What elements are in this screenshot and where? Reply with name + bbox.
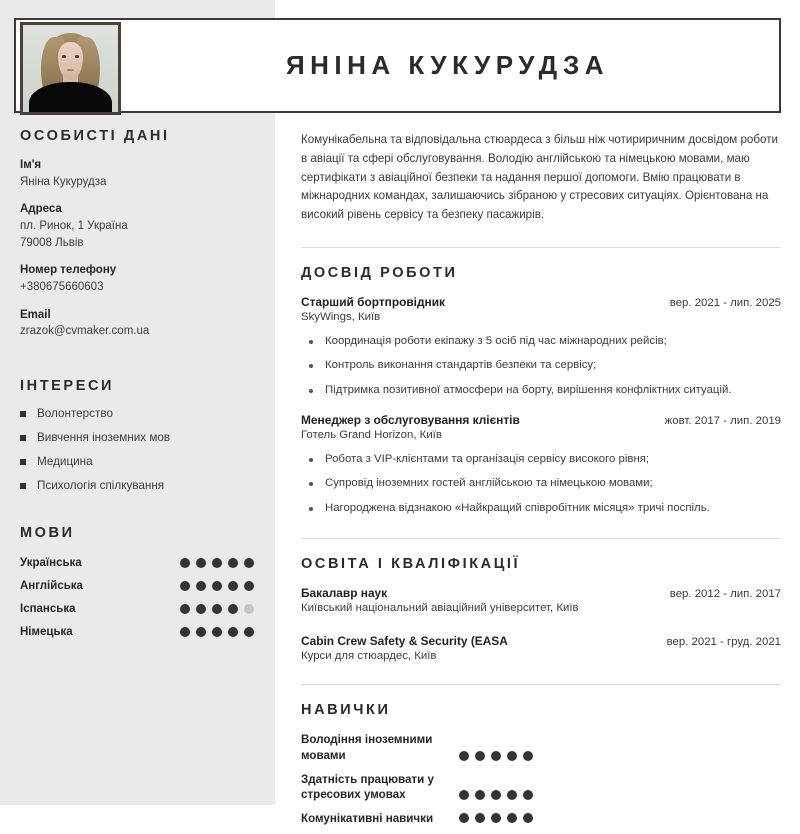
skill-label: Здатність працювати у стресових умовах	[301, 772, 434, 802]
list-item	[301, 476, 781, 491]
main-content	[301, 131, 781, 834]
rating-dot-filled	[228, 581, 238, 591]
personal-detail-email	[20, 307, 260, 340]
job-title: Старший бортпровідник	[301, 294, 445, 309]
list-item	[301, 452, 781, 467]
language-rating-dots	[180, 627, 260, 637]
section-divider	[301, 538, 781, 539]
rating-dot-filled	[459, 790, 469, 800]
job-employer: SkyWings, Київ	[301, 310, 381, 323]
job-bullets	[301, 334, 781, 398]
eye-right-shape	[75, 55, 79, 58]
rating-dot-filled	[475, 813, 485, 823]
job-date: жовт. 2017 - лип. 2019	[664, 415, 781, 428]
interest-label: Медицина	[37, 455, 93, 469]
language-label: Іспанська	[20, 602, 76, 615]
rating-dot-filled	[228, 627, 238, 637]
job-title: Менеджер з обслуговування клієнтів	[301, 413, 520, 428]
list-item	[20, 407, 260, 421]
rating-dot-filled	[491, 813, 501, 823]
bullet-text: Нагороджена відзнакою «Найкращий співробітник місяця» тричі поспіль.	[325, 501, 710, 514]
language-label: Англійська	[20, 579, 83, 592]
page-title: ЯНІНА КУКУРУДЗА	[285, 50, 610, 80]
language-rating-dots	[180, 604, 260, 614]
rating-dot-filled	[244, 627, 254, 637]
rating-dot-filled	[228, 558, 238, 568]
languages-list	[20, 554, 260, 640]
language-row	[20, 623, 260, 640]
bullet-text: Координація роботи екіпажу з 5 осіб під час міжнародних рейсів;	[325, 334, 667, 347]
sidebar	[20, 128, 260, 646]
square-bullet-icon	[20, 459, 26, 465]
entry-header	[301, 586, 781, 600]
skill-row	[301, 732, 781, 763]
bullet-text: Супровід іноземних гостей англійською та німецькою мовами;	[325, 477, 653, 490]
job-bullets	[301, 452, 781, 516]
section-heading-languages: МОВИ	[20, 525, 75, 542]
rating-dot-filled	[196, 604, 206, 614]
rating-dot-filled	[212, 558, 222, 568]
skill-label: Комунікативні навички	[301, 811, 434, 825]
section-heading-skills: НАВИЧКИ	[301, 702, 391, 719]
square-bullet-icon	[20, 435, 26, 441]
spacer	[20, 503, 260, 525]
rating-dot-filled	[180, 627, 190, 637]
rating-dot-filled	[475, 790, 485, 800]
field-value-line1: пл. Ринок, 1 Україна	[20, 220, 128, 233]
rating-dot-filled	[491, 751, 501, 761]
header-name-box	[14, 18, 781, 113]
skill-row	[301, 772, 781, 803]
section-divider	[301, 247, 781, 248]
institution: Київський національний авіаційний університет, Київ	[301, 602, 579, 615]
experience-entry	[301, 295, 781, 398]
language-row	[20, 554, 260, 571]
interest-label: Психологія спілкування	[37, 479, 165, 493]
rating-dot-filled	[180, 604, 190, 614]
degree-date: вер. 2021 - груд. 2021	[666, 636, 781, 649]
interest-label: Вивчення іноземних мов	[37, 431, 171, 445]
personal-detail-address	[20, 201, 260, 251]
rating-dot-empty	[244, 604, 254, 614]
language-row	[20, 577, 260, 594]
rating-dot-filled	[459, 751, 469, 761]
section-heading-personal-details: ОСОБИСТІ ДАНІ	[20, 128, 170, 144]
rating-dot-filled	[244, 581, 254, 591]
rating-dot-filled	[196, 627, 206, 637]
field-label: Email	[20, 308, 51, 321]
rating-dot-filled	[180, 558, 190, 568]
round-bullet-icon	[309, 458, 313, 462]
square-bullet-icon	[20, 483, 26, 489]
experience-entry	[301, 413, 781, 516]
job-employer: Готель Grand Horizon, Київ	[301, 429, 442, 442]
section-heading-experience: ДОСВІД РОБОТИ	[301, 264, 458, 281]
rating-dot-filled	[212, 581, 222, 591]
section-heading-interests: ІНТЕРЕСИ	[20, 378, 115, 395]
skill-rating-dots	[459, 790, 539, 803]
skill-rating-dots	[459, 751, 539, 764]
rating-dot-filled	[507, 751, 517, 761]
job-date: вер. 2021 - лип. 2025	[669, 296, 781, 309]
rating-dot-filled	[212, 604, 222, 614]
rating-dot-filled	[491, 790, 501, 800]
entry-header	[301, 295, 781, 309]
rating-dot-filled	[475, 751, 485, 761]
field-value-line2: 79008 Львів	[20, 236, 84, 249]
language-row	[20, 600, 260, 617]
rating-dot-filled	[507, 790, 517, 800]
round-bullet-icon	[309, 389, 313, 393]
list-item	[301, 383, 781, 398]
entry-header	[301, 634, 781, 648]
rating-dot-filled	[459, 813, 469, 823]
round-bullet-icon	[309, 507, 313, 511]
rating-dot-filled	[180, 581, 190, 591]
rating-dot-filled	[228, 604, 238, 614]
institution: Курси для стюардес, Київ	[301, 650, 437, 663]
degree-date: вер. 2012 - лип. 2017	[669, 588, 781, 601]
language-label: Німецька	[20, 625, 73, 638]
interests-list	[20, 407, 260, 493]
field-value: zrazok@cvmaker.com.ua	[20, 325, 150, 338]
skill-row	[301, 811, 781, 827]
language-rating-dots	[180, 558, 260, 568]
avatar	[20, 22, 121, 115]
interest-label: Волонтерство	[37, 407, 113, 421]
bullet-text: Робота з VIP-клієнтами та організація сервісу високого рівня;	[325, 453, 650, 466]
rating-dot-filled	[196, 558, 206, 568]
list-item	[20, 431, 260, 445]
list-item	[301, 358, 781, 373]
rating-dot-filled	[244, 558, 254, 568]
field-label: Ім'я	[20, 159, 42, 171]
round-bullet-icon	[309, 340, 313, 344]
rating-dot-filled	[507, 813, 517, 823]
education-entry	[301, 634, 781, 662]
skill-rating-dots	[459, 813, 539, 826]
shoulders-shape	[29, 82, 113, 112]
list-item	[301, 334, 781, 349]
degree-title: Cabin Crew Safety & Security (EASA	[301, 634, 508, 649]
personal-detail-name	[20, 157, 260, 190]
field-value: Яніна Кукурудза	[20, 175, 107, 188]
language-label: Українська	[20, 556, 82, 569]
round-bullet-icon	[309, 482, 313, 486]
personal-detail-phone	[20, 262, 260, 295]
field-label: Адреса	[20, 203, 62, 216]
rating-dot-filled	[196, 581, 206, 591]
section-divider	[301, 684, 781, 685]
list-item	[20, 455, 260, 469]
entry-header	[301, 413, 781, 427]
bullet-text: Підтримка позитивної атмосфери на борту, вирішення конфліктних ситуацій.	[325, 383, 732, 396]
section-heading-education: ОСВІТА І КВАЛІФІКАЦІЇ	[301, 556, 521, 573]
field-value: +380675660603	[20, 281, 104, 294]
education-entry	[301, 586, 781, 614]
rating-dot-filled	[523, 751, 533, 761]
round-bullet-icon	[309, 364, 313, 368]
avatar-portrait-illustration	[23, 25, 118, 112]
bullet-text: Контроль виконання стандартів безпеки та сервісу;	[325, 359, 597, 372]
degree-title: Бакалавр наук	[301, 586, 388, 601]
rating-dot-filled	[523, 790, 533, 800]
field-label: Номер телефону	[20, 264, 117, 277]
spacer	[20, 351, 260, 378]
rating-dot-filled	[523, 813, 533, 823]
list-item	[20, 479, 260, 493]
profile-summary: Комунікабельна та відповідальна стюардеса з більш ніж чотириричним досвідом роботи в авіації та сфері обслуговування. Володію англійською та німецькою мовами, маю сертифікати з авіаційної безпеки та надання першої допомоги. Вмію працювати в міжнародних командах, залишаючись зібраною у стресових ситуаціях. Орієнтована на високий рівень сервісу та безпеку пасажирів.	[301, 133, 778, 222]
language-rating-dots	[180, 581, 260, 591]
rating-dot-filled	[212, 627, 222, 637]
skill-label: Володіння іноземними мовами	[301, 733, 433, 762]
square-bullet-icon	[20, 411, 26, 417]
skills-list	[301, 732, 781, 826]
list-item	[301, 501, 781, 516]
